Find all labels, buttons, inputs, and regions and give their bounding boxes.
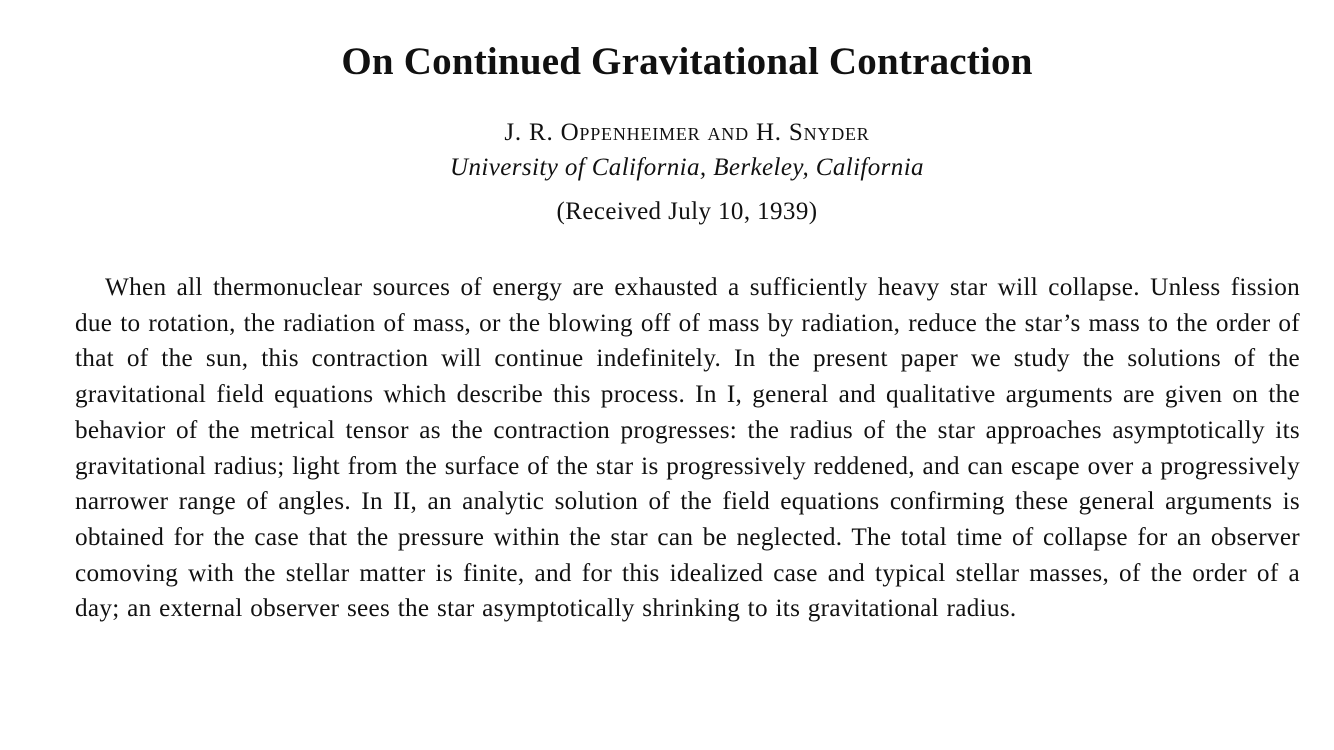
abstract-paragraph: When all thermonuclear sources of energy are exhausted a sufficiently heavy star will collapse. Unless fission due to rotation, the radiation of mass, or the blowing off of mass by radiation, reduce the star’s mass to the order of that of the sun, this contraction will continue indefinitely. In the present paper we study the solutions of the gravitational field equations which describe this process. In I, general and qualitative arguments are given on the behavior of the metrical tensor as the contraction progresses: the radius of the star approaches asymptotically its gravitational radius; light from the surface of the star is progressively reddened, and can escape over a progressively narrower range of angles. In II, an analytic solution of the field equations confirming these general arguments is obtained for the case that the pressure within the star can be neglected. The total time of collapse for an observer comoving with the stellar matter is finite, and for this idealized case and typical stellar masses, of the order of a day; an external observer sees the star asymptotically shrinking to its gravitational radius. [75, 274, 1300, 623]
paper-affiliation: University of California, Berkeley, California [450, 154, 924, 181]
paper-title: On Continued Gravitational Contraction [341, 40, 1033, 83]
paper-authors: J. R. Oppenheimer and H. Snyder [504, 119, 870, 146]
received-date: (Received July 10, 1939) [556, 198, 818, 225]
